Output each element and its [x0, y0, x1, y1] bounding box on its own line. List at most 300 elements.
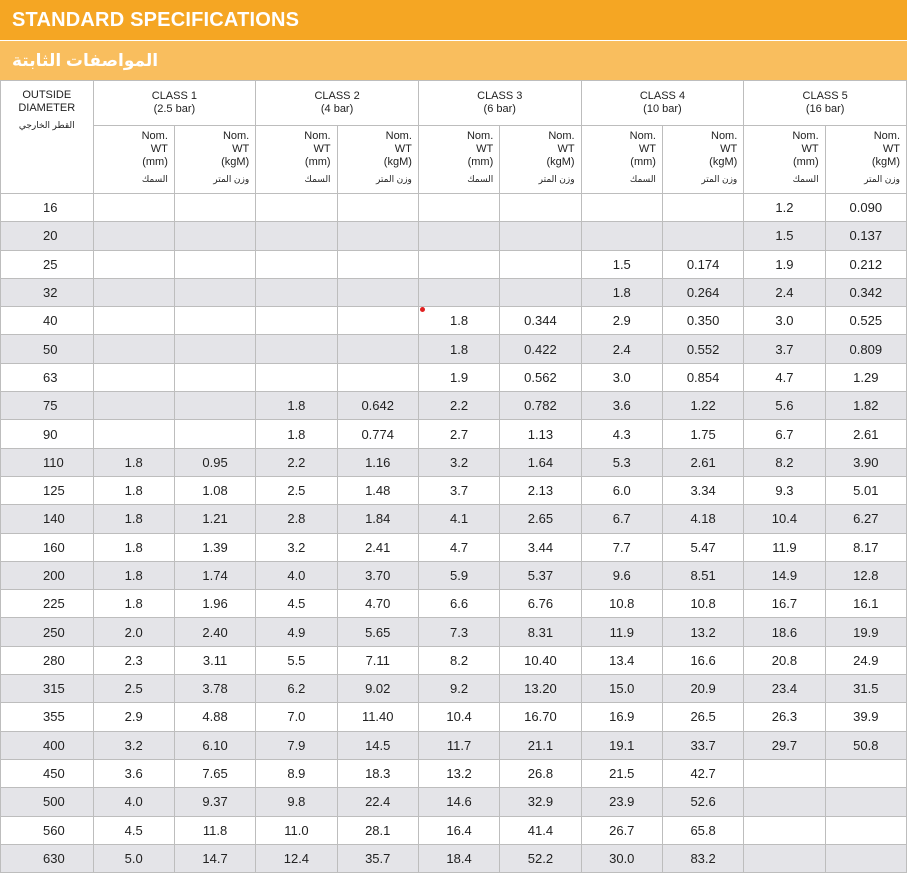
- weight-cell: 0.774: [337, 420, 418, 448]
- thickness-cell: 21.5: [581, 759, 662, 787]
- weight-cell: 3.90: [825, 448, 906, 476]
- weight-cell: 0.642: [337, 392, 418, 420]
- subheader-line: (mm): [467, 156, 494, 168]
- class-header-row: [1, 81, 907, 126]
- thickness-cell: 9.6: [581, 561, 662, 589]
- weight-cell: 1.22: [662, 392, 743, 420]
- thickness-cell: 1.8: [581, 278, 662, 306]
- thickness-cell: 3.0: [581, 363, 662, 391]
- weight-cell: 0.95: [174, 448, 255, 476]
- weight-cell: 9.37: [174, 788, 255, 816]
- thickness-cell: 5.5: [256, 646, 337, 674]
- weight-cell: 2.61: [825, 420, 906, 448]
- weight-cell: 0.854: [662, 363, 743, 391]
- thickness-cell: 3.7: [744, 335, 825, 363]
- thickness-cell: 13.4: [581, 646, 662, 674]
- thickness-cell: 1.8: [93, 476, 174, 504]
- wall-thickness-mm-header: [744, 126, 825, 194]
- subheader-arabic: السمك: [304, 174, 331, 184]
- thickness-cell: 26.3: [744, 703, 825, 731]
- thickness-cell: 23.4: [744, 675, 825, 703]
- thickness-cell: 5.0: [93, 844, 174, 872]
- thickness-cell: 4.0: [256, 561, 337, 589]
- weight-cell: 50.8: [825, 731, 906, 759]
- subheader-arabic: وزن المتر: [864, 174, 900, 184]
- thickness-cell: 8.9: [256, 759, 337, 787]
- subheader-arabic: وزن المتر: [213, 174, 250, 184]
- weight-cell: 0.525: [825, 307, 906, 335]
- thickness-cell: 18.4: [418, 844, 499, 872]
- class-5-header: [744, 81, 907, 126]
- weight-cell: [174, 222, 255, 250]
- weight-cell: 10.40: [500, 646, 581, 674]
- outside-diameter-cell: 200: [1, 561, 94, 589]
- weight-cell: 13.20: [500, 675, 581, 703]
- weight-cell: 5.65: [337, 618, 418, 646]
- thickness-cell: [256, 222, 337, 250]
- weight-cell: 1.08: [174, 476, 255, 504]
- thickness-cell: 13.2: [418, 759, 499, 787]
- subheader-arabic: وزن المتر: [701, 174, 738, 184]
- weight-cell: 1.84: [337, 505, 418, 533]
- outside-diameter-cell: 125: [1, 476, 94, 504]
- subheader-arabic: وزن المتر: [538, 174, 575, 184]
- weight-cell: 5.47: [662, 533, 743, 561]
- thickness-cell: 1.5: [581, 250, 662, 278]
- weight-cell: [174, 335, 255, 363]
- thickness-cell: 1.8: [93, 561, 174, 589]
- weight-cell: [337, 278, 418, 306]
- weight-cell: [500, 278, 581, 306]
- weight-cell: [662, 194, 743, 222]
- weight-cell: 0.174: [662, 250, 743, 278]
- thickness-cell: [744, 759, 825, 787]
- thickness-cell: [256, 250, 337, 278]
- thickness-cell: 20.8: [744, 646, 825, 674]
- weight-cell: 26.5: [662, 703, 743, 731]
- thickness-cell: [93, 307, 174, 335]
- weight-cell: 3.44: [500, 533, 581, 561]
- weight-cell: 31.5: [825, 675, 906, 703]
- subheader-arabic: السمك: [467, 174, 494, 184]
- outside-diameter-cell: 250: [1, 618, 94, 646]
- weight-cell: 39.9: [825, 703, 906, 731]
- thickness-cell: 2.4: [581, 335, 662, 363]
- weight-cell: 3.11: [174, 646, 255, 674]
- weight-cell: 4.88: [174, 703, 255, 731]
- subheader-line: Nom.: [711, 130, 738, 142]
- thickness-cell: 1.8: [418, 307, 499, 335]
- subtitle-bar: [0, 40, 907, 80]
- outside-diameter-cell: 140: [1, 505, 94, 533]
- thickness-cell: 6.6: [418, 590, 499, 618]
- thickness-cell: 16.7: [744, 590, 825, 618]
- weight-cell: 1.82: [825, 392, 906, 420]
- outside-diameter-cell: 560: [1, 816, 94, 844]
- outside-diameter-cell: 32: [1, 278, 94, 306]
- weight-cell: 11.40: [337, 703, 418, 731]
- table-row: [1, 646, 907, 674]
- table-row: [1, 392, 907, 420]
- thickness-cell: 9.3: [744, 476, 825, 504]
- weight-cell: [500, 222, 581, 250]
- thickness-cell: [744, 788, 825, 816]
- thickness-cell: 7.0: [256, 703, 337, 731]
- thickness-cell: 11.7: [418, 731, 499, 759]
- od-header-arabic: القطر الخارجي: [18, 120, 75, 130]
- subheader-line: WT: [638, 143, 656, 155]
- thickness-cell: [256, 194, 337, 222]
- table-row: [1, 476, 907, 504]
- page-subtitle-arabic: المواصفات الثابتة: [12, 50, 159, 70]
- weight-cell: 26.8: [500, 759, 581, 787]
- weight-cell: [174, 420, 255, 448]
- thickness-cell: 3.2: [418, 448, 499, 476]
- thickness-cell: 4.9: [256, 618, 337, 646]
- outside-diameter-cell: 20: [1, 222, 94, 250]
- outside-diameter-cell: 630: [1, 844, 94, 872]
- weight-cell: 52.6: [662, 788, 743, 816]
- table-row: [1, 363, 907, 391]
- weight-cell: 12.8: [825, 561, 906, 589]
- thickness-cell: 3.0: [744, 307, 825, 335]
- subheader-line: Nom.: [385, 130, 412, 142]
- thickness-cell: [93, 363, 174, 391]
- weight-cell: 1.64: [500, 448, 581, 476]
- weight-cell: 1.48: [337, 476, 418, 504]
- thickness-cell: 2.2: [256, 448, 337, 476]
- thickness-cell: 8.2: [418, 646, 499, 674]
- weight-cell: 14.7: [174, 844, 255, 872]
- weight-cell: 14.5: [337, 731, 418, 759]
- weight-cell: 83.2: [662, 844, 743, 872]
- weight-cell: 0.264: [662, 278, 743, 306]
- weight-cell: [337, 363, 418, 391]
- weight-cell: 8.17: [825, 533, 906, 561]
- thickness-cell: 16.9: [581, 703, 662, 731]
- weight-cell: 16.1: [825, 590, 906, 618]
- outside-diameter-cell: 90: [1, 420, 94, 448]
- wall-thickness-mm-header: [93, 126, 174, 194]
- outside-diameter-cell: 50: [1, 335, 94, 363]
- weight-cell: 24.9: [825, 646, 906, 674]
- thickness-cell: [581, 222, 662, 250]
- weight-cell: 32.9: [500, 788, 581, 816]
- thickness-cell: [418, 278, 499, 306]
- weight-cell: 7.11: [337, 646, 418, 674]
- weight-cell: [174, 250, 255, 278]
- subheader-line: (kgM): [383, 156, 412, 168]
- weight-cell: 21.1: [500, 731, 581, 759]
- weight-kgm-header: [174, 126, 255, 194]
- table-row: [1, 307, 907, 335]
- thickness-cell: 1.8: [93, 505, 174, 533]
- thickness-cell: 6.7: [744, 420, 825, 448]
- subheader-line: WT: [394, 143, 412, 155]
- table-row: [1, 618, 907, 646]
- outside-diameter-cell: 450: [1, 759, 94, 787]
- subheader-line: (mm): [630, 156, 656, 168]
- outside-diameter-cell: 63: [1, 363, 94, 391]
- thickness-cell: 4.7: [744, 363, 825, 391]
- subheader-line: WT: [882, 143, 900, 155]
- subheader-line: (mm): [792, 156, 819, 168]
- weight-cell: [500, 250, 581, 278]
- thickness-cell: 2.5: [256, 476, 337, 504]
- outside-diameter-cell: 280: [1, 646, 94, 674]
- class-name: CLASS 3: [477, 90, 523, 102]
- thickness-cell: 9.2: [418, 675, 499, 703]
- thickness-cell: [93, 420, 174, 448]
- weight-kgm-header: [500, 126, 581, 194]
- thickness-cell: 14.6: [418, 788, 499, 816]
- table-row: [1, 505, 907, 533]
- thickness-cell: 2.3: [93, 646, 174, 674]
- thickness-cell: 2.4: [744, 278, 825, 306]
- thickness-cell: 1.8: [418, 335, 499, 363]
- weight-cell: 52.2: [500, 844, 581, 872]
- weight-cell: 8.51: [662, 561, 743, 589]
- outside-diameter-cell: 25: [1, 250, 94, 278]
- outside-diameter-cell: 110: [1, 448, 94, 476]
- subheader-line: Nom.: [548, 130, 575, 142]
- weight-cell: 0.552: [662, 335, 743, 363]
- class-2-header: [256, 81, 419, 126]
- weight-cell: 5.01: [825, 476, 906, 504]
- weight-cell: 22.4: [337, 788, 418, 816]
- title-bar: [0, 0, 907, 40]
- thickness-cell: [93, 250, 174, 278]
- thickness-cell: 1.9: [744, 250, 825, 278]
- red-marker-dot: [420, 307, 425, 312]
- outside-diameter-cell: 225: [1, 590, 94, 618]
- weight-cell: 33.7: [662, 731, 743, 759]
- thickness-cell: 1.8: [256, 392, 337, 420]
- thickness-cell: 23.9: [581, 788, 662, 816]
- thickness-cell: 5.6: [744, 392, 825, 420]
- table-row: [1, 844, 907, 872]
- weight-cell: 16.6: [662, 646, 743, 674]
- subheader-arabic: وزن المتر: [375, 174, 412, 184]
- subheader-line: (mm): [304, 156, 331, 168]
- thickness-cell: [93, 335, 174, 363]
- thickness-cell: 3.2: [93, 731, 174, 759]
- thickness-cell: 1.9: [418, 363, 499, 391]
- weight-cell: 1.21: [174, 505, 255, 533]
- subheader-line: Nom.: [792, 130, 819, 142]
- subheader-line: (kgM): [709, 156, 738, 168]
- weight-cell: 19.9: [825, 618, 906, 646]
- thickness-cell: [581, 194, 662, 222]
- weight-cell: [662, 222, 743, 250]
- weight-cell: 13.2: [662, 618, 743, 646]
- class-pressure: (16 bar): [805, 103, 845, 115]
- weight-cell: [174, 392, 255, 420]
- thickness-cell: [256, 307, 337, 335]
- thickness-cell: [744, 844, 825, 872]
- weight-cell: [337, 307, 418, 335]
- thickness-cell: 3.2: [256, 533, 337, 561]
- thickness-cell: [744, 816, 825, 844]
- thickness-cell: 12.4: [256, 844, 337, 872]
- table-row: [1, 675, 907, 703]
- class-name: CLASS 1: [151, 90, 197, 102]
- weight-cell: 10.8: [662, 590, 743, 618]
- wall-thickness-mm-header: [256, 126, 337, 194]
- wall-thickness-mm-header: [581, 126, 662, 194]
- thickness-cell: [93, 194, 174, 222]
- thickness-cell: 2.9: [93, 703, 174, 731]
- outside-diameter-cell: 75: [1, 392, 94, 420]
- table-row: [1, 731, 907, 759]
- weight-cell: 9.02: [337, 675, 418, 703]
- thickness-cell: 7.9: [256, 731, 337, 759]
- weight-cell: [337, 335, 418, 363]
- class-1-header: [93, 81, 256, 126]
- class-name: CLASS 4: [639, 90, 686, 102]
- table-row: [1, 448, 907, 476]
- thickness-cell: 2.0: [93, 618, 174, 646]
- weight-cell: 0.090: [825, 194, 906, 222]
- subheader-line: WT: [720, 143, 738, 155]
- subheader-line: WT: [476, 143, 494, 155]
- weight-cell: 0.137: [825, 222, 906, 250]
- weight-cell: [337, 250, 418, 278]
- thickness-cell: [418, 194, 499, 222]
- thickness-cell: 2.7: [418, 420, 499, 448]
- table-row: [1, 561, 907, 589]
- table-row: [1, 420, 907, 448]
- weight-cell: 6.76: [500, 590, 581, 618]
- thickness-cell: 6.2: [256, 675, 337, 703]
- outside-diameter-cell: 40: [1, 307, 94, 335]
- weight-cell: 2.13: [500, 476, 581, 504]
- table-row: [1, 590, 907, 618]
- od-header-line1: OUTSIDE: [22, 89, 72, 101]
- subheader-line: Nom.: [304, 130, 331, 142]
- subheader-line: Nom.: [222, 130, 250, 142]
- weight-cell: 1.39: [174, 533, 255, 561]
- weight-cell: [174, 307, 255, 335]
- weight-cell: [825, 816, 906, 844]
- weight-cell: 1.29: [825, 363, 906, 391]
- table-row: [1, 759, 907, 787]
- thickness-cell: 4.1: [418, 505, 499, 533]
- thickness-cell: [93, 222, 174, 250]
- thickness-cell: 4.7: [418, 533, 499, 561]
- subheader-line: Nom.: [141, 130, 168, 142]
- thickness-cell: 2.2: [418, 392, 499, 420]
- weight-cell: 2.40: [174, 618, 255, 646]
- thickness-cell: 3.7: [418, 476, 499, 504]
- table-row: [1, 278, 907, 306]
- table-row: [1, 335, 907, 363]
- weight-cell: 0.782: [500, 392, 581, 420]
- subheader-row: [1, 126, 907, 194]
- weight-cell: 65.8: [662, 816, 743, 844]
- thickness-cell: 6.7: [581, 505, 662, 533]
- weight-kgm-header: [662, 126, 743, 194]
- thickness-cell: 30.0: [581, 844, 662, 872]
- thickness-cell: 26.7: [581, 816, 662, 844]
- subheader-line: Nom.: [466, 130, 494, 142]
- subheader-line: (mm): [142, 156, 168, 168]
- subheader-arabic: السمك: [141, 174, 168, 184]
- weight-cell: 4.18: [662, 505, 743, 533]
- thickness-cell: 6.0: [581, 476, 662, 504]
- thickness-cell: 2.8: [256, 505, 337, 533]
- weight-cell: 16.70: [500, 703, 581, 731]
- weight-cell: 7.65: [174, 759, 255, 787]
- thickness-cell: 10.4: [744, 505, 825, 533]
- outside-diameter-cell: 160: [1, 533, 94, 561]
- weight-cell: [337, 222, 418, 250]
- weight-cell: 0.212: [825, 250, 906, 278]
- weight-cell: 1.96: [174, 590, 255, 618]
- weight-cell: 8.31: [500, 618, 581, 646]
- weight-cell: 6.27: [825, 505, 906, 533]
- weight-cell: 0.562: [500, 363, 581, 391]
- class-pressure: (2.5 bar): [153, 103, 196, 115]
- thickness-cell: 1.8: [93, 590, 174, 618]
- weight-cell: 0.422: [500, 335, 581, 363]
- weight-cell: 3.34: [662, 476, 743, 504]
- thickness-cell: 2.5: [93, 675, 174, 703]
- weight-cell: 18.3: [337, 759, 418, 787]
- weight-cell: [337, 194, 418, 222]
- weight-cell: 1.13: [500, 420, 581, 448]
- wall-thickness-mm-header: [418, 126, 499, 194]
- thickness-cell: 29.7: [744, 731, 825, 759]
- class-name: CLASS 2: [314, 90, 360, 102]
- subheader-line: (kgM): [871, 156, 900, 168]
- weight-cell: 11.8: [174, 816, 255, 844]
- page-title: STANDARD SPECIFICATIONS: [12, 8, 300, 31]
- table-row: [1, 250, 907, 278]
- thickness-cell: 14.9: [744, 561, 825, 589]
- class-pressure: (10 bar): [643, 103, 682, 115]
- thickness-cell: [256, 335, 337, 363]
- weight-cell: 42.7: [662, 759, 743, 787]
- thickness-cell: 1.8: [256, 420, 337, 448]
- outside-diameter-cell: 16: [1, 194, 94, 222]
- thickness-cell: [418, 250, 499, 278]
- thickness-cell: 7.3: [418, 618, 499, 646]
- table-row: [1, 194, 907, 222]
- thickness-cell: 4.3: [581, 420, 662, 448]
- class-pressure: (6 bar): [483, 103, 516, 115]
- thickness-cell: 16.4: [418, 816, 499, 844]
- table-body: [1, 194, 907, 873]
- subheader-line: WT: [557, 143, 575, 155]
- thickness-cell: [256, 278, 337, 306]
- weight-cell: 0.342: [825, 278, 906, 306]
- thickness-cell: 5.9: [418, 561, 499, 589]
- subheader-line: Nom.: [873, 130, 900, 142]
- table-row: [1, 533, 907, 561]
- weight-cell: 3.78: [174, 675, 255, 703]
- thickness-cell: 19.1: [581, 731, 662, 759]
- subheader-line: Nom.: [629, 130, 656, 142]
- thickness-cell: 8.2: [744, 448, 825, 476]
- weight-cell: 28.1: [337, 816, 418, 844]
- table-row: [1, 222, 907, 250]
- thickness-cell: 9.8: [256, 788, 337, 816]
- weight-cell: 3.70: [337, 561, 418, 589]
- weight-cell: 4.70: [337, 590, 418, 618]
- weight-kgm-header: [825, 126, 906, 194]
- subheader-line: WT: [801, 143, 819, 155]
